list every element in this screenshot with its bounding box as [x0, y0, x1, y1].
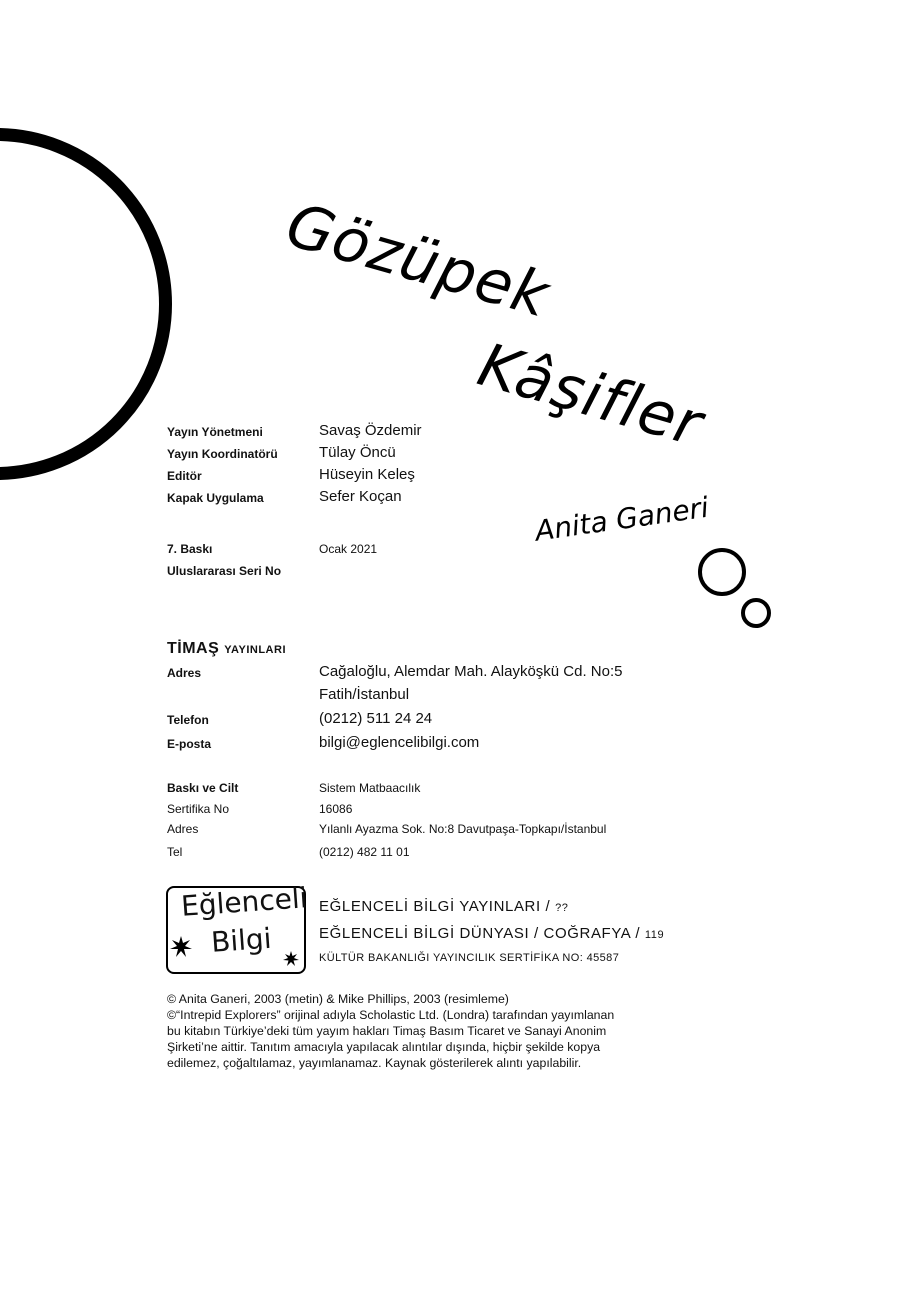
printing-value: Sistem Matbaacılık	[319, 781, 421, 795]
publisher-phone-label: Telefon	[167, 713, 209, 727]
logo-text-line1: Eğlenceli	[180, 881, 309, 923]
copyright-line: ©“Intrepid Explorers” orijinal adıyla Scholastic Ltd. (Londra) tarafından yayımlanan	[167, 1008, 615, 1022]
book-title-line1: Gözüpek	[278, 190, 558, 332]
publisher-name	[167, 640, 286, 658]
credit-label-editor: Editör	[167, 469, 202, 483]
copyright-line: © Anita Ganeri, 2003 (metin) & Mike Phillips, 2003 (resimleme)	[167, 992, 509, 1006]
publisher-email-label: E-posta	[167, 737, 212, 751]
printing-label: Baskı ve Cilt	[167, 781, 239, 795]
credit-value-editor: Hüseyin Keleş	[319, 466, 415, 483]
publisher-name-suffix: YAYINLARI	[224, 644, 286, 656]
credit-value-coordinator: Tülay Öncü	[319, 444, 396, 461]
series-line1-text: EĞLENCELİ BİLGİ YAYINLARI /	[319, 898, 551, 915]
printing-address-label: Adres	[167, 822, 199, 836]
copyright-line: edilemez, çoğaltılamaz, yayımlanamaz. Kaynak gösterilerek alıntı yapılabilir.	[167, 1056, 582, 1070]
book-author: Anita Ganeri	[533, 490, 711, 548]
isbn-label: Uluslararası Seri No	[167, 564, 282, 578]
series-line1-number: ??	[555, 902, 569, 914]
thought-bubble-circle-small	[741, 598, 771, 628]
series-line2-number: 119	[644, 929, 665, 941]
edition-label: 7. Baskı	[167, 542, 213, 556]
copyright-notice	[167, 991, 727, 1071]
publisher-address-line2: Fatih/İstanbul	[319, 686, 410, 703]
printing-tel-value: (0212) 482 11 01	[319, 845, 410, 859]
series-line2-text: EĞLENCELİ BİLGİ DÜNYASI / COĞRAFYA /	[319, 925, 641, 942]
publisher-name-main: TİMAŞ	[167, 640, 220, 657]
copyright-line: bu kitabın Türkiye’deki tüm yayım hakları Timaş Basım Ticaret ve Sanayi Anonim	[167, 1024, 607, 1038]
thought-bubble-circle-large	[698, 548, 746, 596]
large-circle-decoration	[0, 128, 172, 480]
credit-label-cover: Kapak Uygulama	[167, 491, 264, 505]
splat-icon	[282, 950, 300, 968]
credit-value-editor-in-chief: Savaş Özdemir	[319, 422, 422, 439]
printing-tel-label: Tel	[167, 845, 183, 859]
logo-text-line2: Bilgi	[210, 921, 273, 959]
publisher-phone: (0212) 511 24 24	[319, 710, 433, 727]
ministry-certificate: KÜLTÜR BAKANLIĞI YAYINCILIK SERTİFİKA NO: 45587	[319, 952, 620, 964]
edition-value: Ocak 2021	[319, 542, 378, 556]
printing-address-value: Yılanlı Ayazma Sok. No:8 Davutpaşa-Topkapı/İstanbul	[319, 822, 607, 836]
publisher-address-label: Adres	[167, 666, 202, 680]
printing-cert-label: Sertifika No	[167, 802, 230, 816]
printing-cert-value: 16086	[319, 802, 353, 816]
book-title-line2: Kâşifler	[470, 330, 711, 461]
copyright-line: Şirketi’ne aittir. Tanıtım amacıyla yapılacak alıntılar dışında, hiçbir şekilde kopya	[167, 1040, 601, 1054]
series-line2	[319, 925, 664, 942]
series-line1	[319, 898, 569, 915]
splat-icon	[168, 934, 194, 960]
publisher-address-line1: Cağaloğlu, Alemdar Mah. Alayköşkü Cd. No:5	[319, 663, 623, 680]
publisher-email: bilgi@eglencelibilgi.com	[319, 734, 480, 751]
credit-label-coordinator: Yayın Koordinatörü	[167, 447, 278, 461]
credit-label-editor-in-chief: Yayın Yönetmeni	[167, 425, 263, 439]
credit-value-cover: Sefer Koçan	[319, 488, 402, 505]
